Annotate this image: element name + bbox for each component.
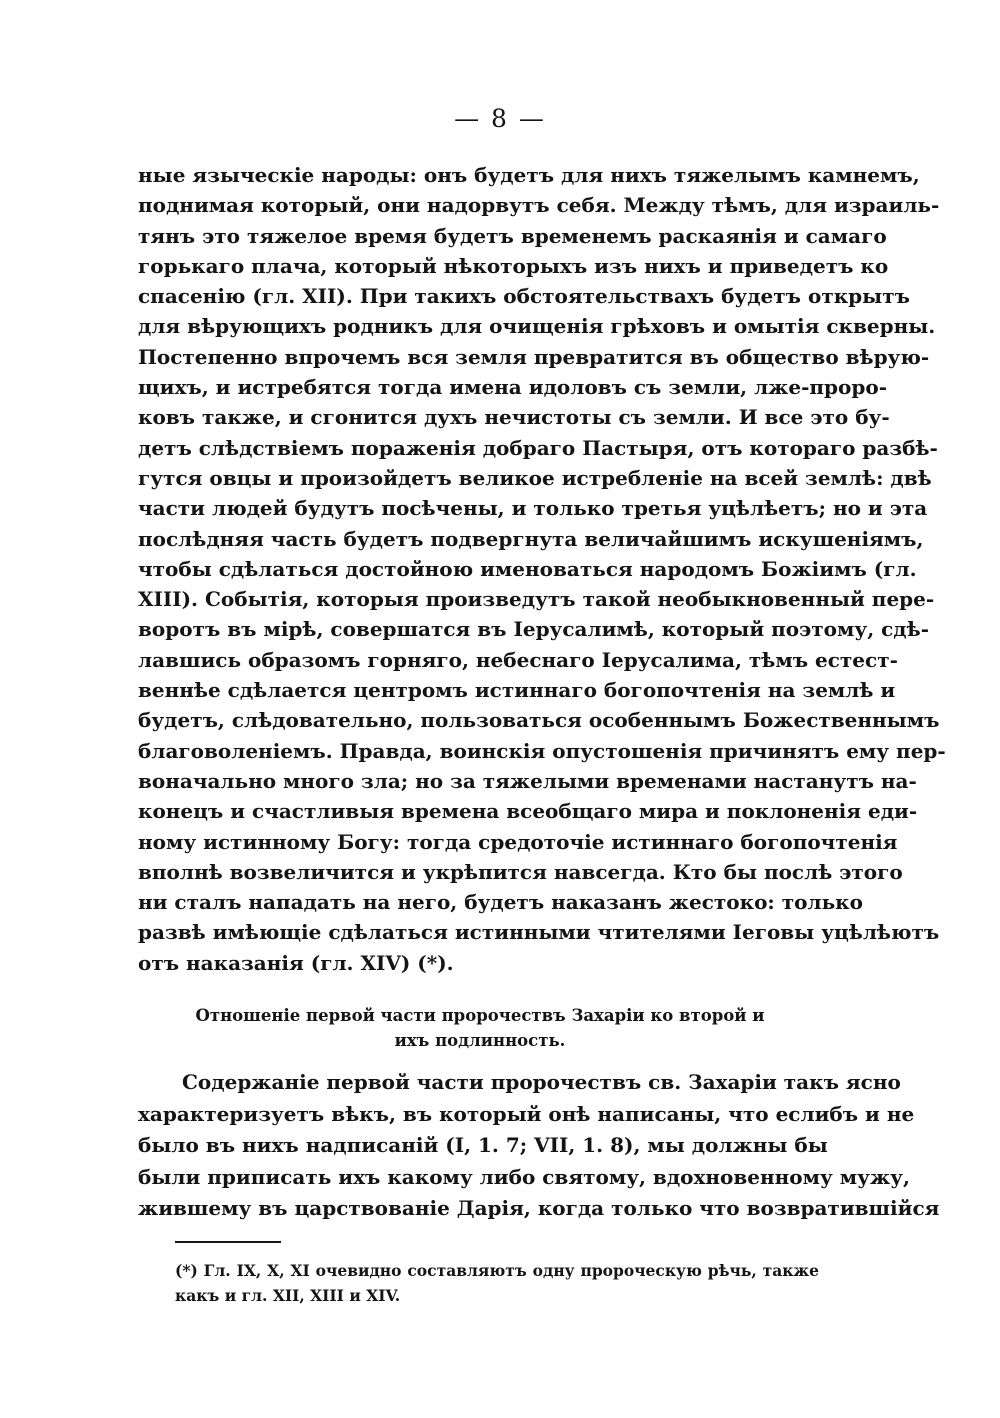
paragraph-new xyxy=(138,1067,940,1225)
text-line: воначально много зла; но за тяжелыми временами настанутъ на- xyxy=(138,768,917,793)
text-line: щихъ, и истребятся тогда имена идоловъ съ земли, лже-проро- xyxy=(138,375,887,400)
text-line: XIII). Событія, которыя произведутъ такой необыкновенный пере- xyxy=(138,587,935,612)
footnote-line: (*) Гл. IX, X, XI очевидно составляютъ одну пророческую рѣчь, также xyxy=(175,1261,819,1280)
text-line: Постепенно впрочемъ вся земля превратится въ общество вѣрую- xyxy=(138,344,930,369)
text-line: развѣ имѣющіе сдѣлаться истинными чтителями Іеговы уцѣлѣютъ xyxy=(138,920,940,945)
section-heading-line: ихъ подлинность. xyxy=(394,1031,566,1050)
text-line: послѣдняя часть будетъ подвергнута величайшимъ искушеніямъ, xyxy=(138,526,924,551)
text-line: благоволеніемъ. Правда, воинскія опустошенія причинятъ ему пер- xyxy=(138,738,946,763)
text-line: ковъ также, и сгонится духъ нечистоты съ земли. И все это бу- xyxy=(138,405,890,430)
section-heading xyxy=(160,1003,800,1053)
text-line: будетъ, слѣдовательно, пользоваться особеннымъ Божественнымъ xyxy=(138,708,940,733)
text-line: веннѣе сдѣлается центромъ истиннаго богопочтенія на землѣ и xyxy=(138,678,896,703)
text-line: части людей будутъ посѣчены, и только третья уцѣлѣетъ; но и эта xyxy=(138,496,928,521)
text-line: были приписать ихъ какому либо святому, вдохновенному мужу, xyxy=(138,1164,910,1189)
text-line: отъ наказанія (гл. XIV) (*). xyxy=(138,950,454,975)
text-line: Содержаніе первой части пророчествъ св. Захаріи такъ ясно xyxy=(182,1070,901,1094)
text-line: для вѣрующихъ родникъ для очищенія грѣховъ и омытія скверны. xyxy=(138,314,936,339)
text-line: горькаго плача, который нѣкоторыхъ изъ нихъ и приведетъ ко xyxy=(138,253,889,278)
text-line: спасенію (гл. XII). При такихъ обстоятельствахъ будетъ открытъ xyxy=(138,284,910,309)
footnote-divider xyxy=(175,1241,281,1243)
text-line: ные языческіе народы: онъ будетъ для нихъ тяжелымъ камнемъ, xyxy=(138,163,920,187)
text-line: характеризуетъ вѣкъ, въ который онѣ написаны, что еслибъ и не xyxy=(138,1101,915,1126)
footnote xyxy=(175,1258,819,1308)
text-line: было въ нихъ надписаній (I, 1. 7; VII, 1. 8), мы должны бы xyxy=(138,1133,828,1157)
footnote-line: какъ и гл. XII, XIII и XIV. xyxy=(175,1286,401,1305)
text-line: тянъ это тяжелое время будетъ временемъ раскаянія и самаго xyxy=(138,223,887,248)
text-line: воротъ въ мірѣ, совершатся въ Іерусалимѣ, который поэтому, сдѣ- xyxy=(138,617,929,642)
paragraph-continued xyxy=(138,160,946,978)
text-line: ному истинному Богу: тогда средоточіе истиннаго богопочтенія xyxy=(138,829,898,854)
text-line: конецъ и счастливыя времена всеобщаго мира и поклоненія еди- xyxy=(138,799,918,824)
text-line: жившему въ царствованіе Дарія, когда только что возвратившійся xyxy=(138,1196,940,1220)
text-line: детъ слѣдствіемъ пораженія добраго Пастыря, отъ котораго разбѣ- xyxy=(138,435,938,460)
text-line: гутся овцы и произойдетъ великое истребленіе на всей землѣ: двѣ xyxy=(138,465,932,490)
text-line: чтобы сдѣлаться достойною именоваться народомъ Божіимъ (гл. xyxy=(138,556,917,581)
text-line: ни сталъ нападать на него, будетъ наказанъ жестоко: только xyxy=(138,890,863,915)
page-number: — 8 — xyxy=(454,104,546,133)
section-heading-line: Отношеніе первой части пророчествъ Захаріи ко второй и xyxy=(195,1006,765,1025)
text-line: вполнѣ возвеличится и укрѣпится навсегда. Кто бы послѣ этого xyxy=(138,859,903,884)
text-line: лавшись образомъ горняго, небеснаго Іерусалима, тѣмъ естест- xyxy=(138,647,898,672)
text-line: поднимая который, они надорвутъ себя. Между тѣмъ, для израиль- xyxy=(138,193,940,218)
